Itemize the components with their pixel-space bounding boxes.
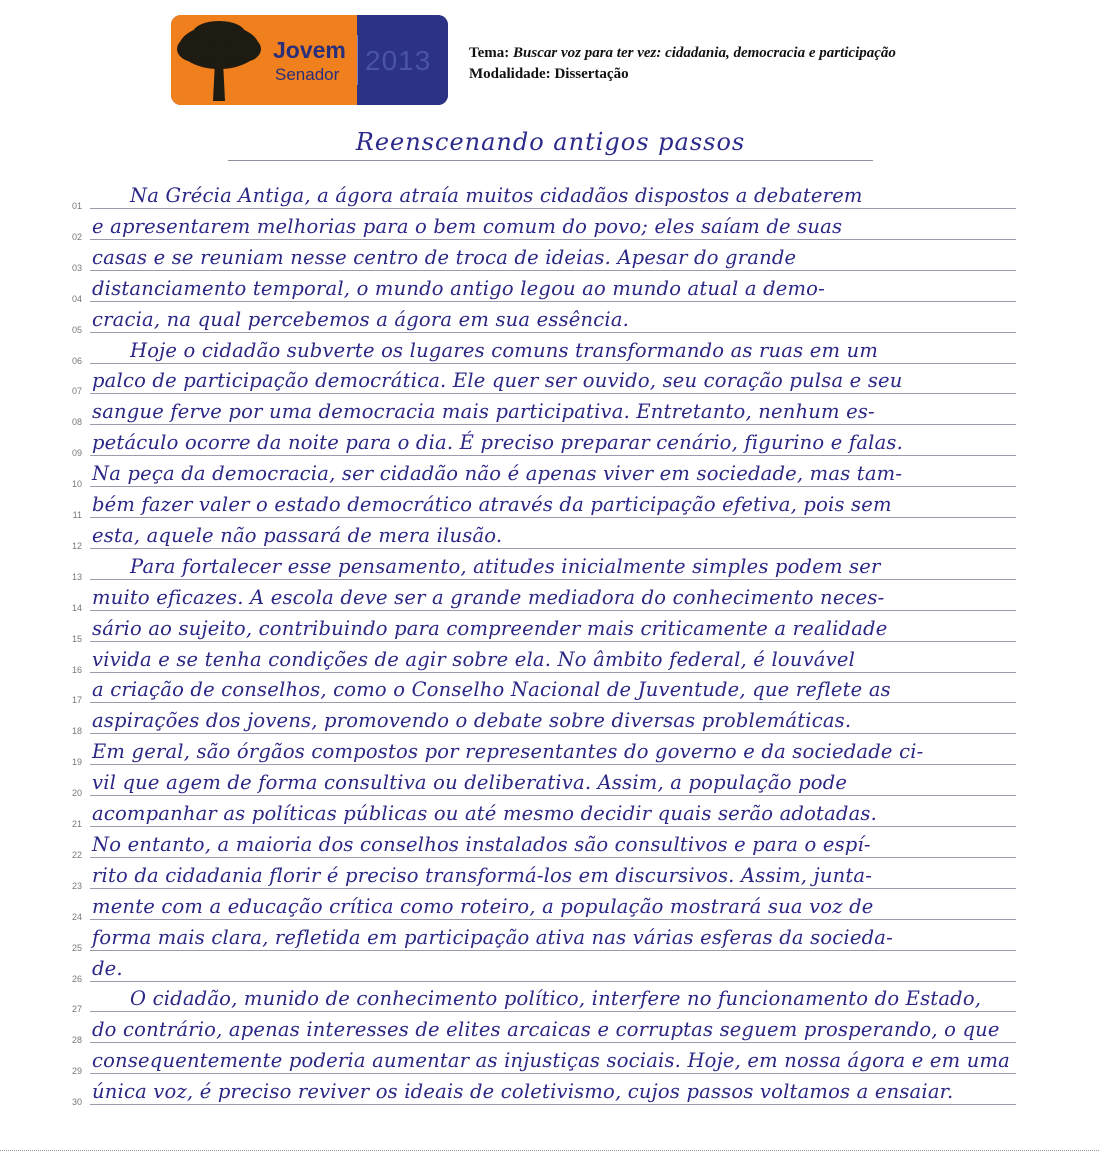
ruled-line [90,393,1016,394]
ruled-line [90,517,1016,518]
ruled-line [90,1042,1016,1043]
handwritten-line: esta, aquele não passará de mera ilusão. [92,524,503,547]
line-number: 07 [71,386,82,396]
ruled-line [90,672,1016,673]
ruled-line [90,1104,1016,1105]
tema-label: Tema: [469,45,510,61]
line-number: 20 [71,788,82,798]
ruled-line [90,208,1016,209]
essay-title: Reenscenando antigos passos [355,128,746,156]
ruled-line [90,548,1016,549]
ruled-line [90,270,1016,271]
ruled-line [90,826,1016,827]
line-number: 05 [71,325,82,335]
ruled-line [90,795,1016,796]
line-number: 25 [71,943,82,953]
line-number: 24 [71,912,82,922]
ruled-line [90,857,1016,858]
line-number: 01 [71,201,82,211]
handwritten-line: palco de participação democrática. Ele quer ser ouvido, seu coração pulsa e seu [92,369,903,392]
handwritten-line: e apresentarem melhorias para o bem comum do povo; eles saíam de suas [92,215,843,238]
page-bottom-divider [0,1150,1099,1151]
line-number: 11 [72,510,82,520]
handwritten-line: acompanhar as políticas públicas ou até mesmo decidir quais serão adotadas. [92,802,878,825]
line-number: 23 [71,881,82,891]
line-number: 16 [71,665,82,675]
handwritten-line: Para fortalecer esse pensamento, atitudes inicialmente simples podem ser [130,555,881,578]
handwritten-line: muito eficazes. A escola deve ser a grande mediadora do conhecimento neces- [92,586,885,609]
line-number: 30 [71,1097,82,1107]
ruled-line [90,733,1016,734]
tema-value: Buscar voz para ter vez: cidadania, democracia e participação [513,45,896,61]
ruled-line [90,702,1016,703]
line-number: 26 [71,974,82,984]
line-number: 27 [71,1004,82,1014]
handwritten-line: cracia, na qual percebemos a ágora em sua essência. [92,308,630,331]
line-number: 09 [71,448,82,458]
handwritten-line: única voz, é preciso reviver os ideais de coletivismo, cujos passos voltamos a ensaiar. [92,1080,954,1103]
line-number: 14 [71,603,82,613]
line-number: 08 [71,417,82,427]
ruled-line [90,332,1016,333]
line-number: 12 [71,541,82,551]
ruled-line [90,888,1016,889]
ruled-line [90,981,1016,982]
modalidade-value: Dissertação [554,66,629,82]
logo-senador-text: Senador [275,65,340,84]
line-number: 18 [71,726,82,736]
line-number: 02 [71,232,82,242]
ruled-line [90,301,1016,302]
handwritten-line: a criação de conselhos, como o Conselho Nacional de Juventude, que reflete as [92,678,891,701]
handwritten-line: mente com a educação crítica como roteiro, a população mostrará sua voz de [92,895,874,918]
handwritten-line: No entanto, a maioria dos conselhos instalados são consultivos e para o espí- [92,833,871,856]
ruled-line [90,239,1016,240]
line-number: 29 [71,1066,82,1076]
logo-jovem-text: Jovem [273,37,346,63]
ruled-line [90,764,1016,765]
line-number: 04 [71,294,82,304]
ruled-line [90,424,1016,425]
handwritten-line: sangue ferve por uma democracia mais participativa. Entretanto, nenhum es- [92,400,875,423]
handwritten-line: consequentemente poderia aumentar as injustiças sociais. Hoje, em nossa ágora e em uma [92,1049,1010,1072]
ruled-line [90,950,1016,951]
handwritten-line: petáculo ocorre da noite para o dia. É preciso preparar cenário, figurino e falas. [92,431,904,454]
handwritten-line: Na peça da democracia, ser cidadão não é apenas viver em sociedade, mas tam- [92,462,903,485]
line-number: 21 [71,819,82,829]
handwritten-line: Em geral, são órgãos compostos por representantes do governo e da sociedade ci- [92,740,924,763]
ruled-line [90,363,1016,364]
ruled-line [90,579,1016,580]
ruled-line [90,610,1016,611]
handwritten-line: do contrário, apenas interesses de elites arcaicas e corruptas seguem prosperando, o que [92,1018,1000,1041]
ruled-line [90,1011,1016,1012]
handwritten-line: vil que agem de forma consultiva ou deliberativa. Assim, a população pode [92,771,848,794]
handwritten-line: casas e se reuniam nesse centro de troca de ideias. Apesar do grande [92,246,797,269]
handwritten-line: sário ao sujeito, contribuindo para compreender mais criticamente a realidade [92,617,888,640]
handwritten-line: Hoje o cidadão subverte os lugares comuns transformando as ruas em um [130,339,879,362]
logo-year: 2013 [365,45,432,76]
line-number: 15 [71,634,82,644]
handwritten-line: Na Grécia Antiga, a ágora atraía muitos cidadãos dispostos a debaterem [130,184,863,207]
line-number: 06 [71,356,82,366]
line-number: 03 [71,263,82,273]
ruled-line [90,486,1016,487]
handwritten-line: forma mais clara, refletida em participação ativa nas várias esferas da socieda- [92,926,893,949]
line-number: 13 [71,572,82,582]
modalidade-label: Modalidade: [469,66,551,82]
line-number: 19 [71,757,82,767]
handwritten-line: rito da cidadania florir é preciso transformá-los em discursivos. Assim, junta- [92,864,873,887]
ruled-line [90,919,1016,920]
line-number: 28 [71,1035,82,1045]
line-number: 10 [71,479,82,489]
handwritten-line: de. [92,957,123,980]
ruled-line [90,1073,1016,1074]
handwritten-line: O cidadão, munido de conhecimento político, interfere no funcionamento do Estado, [130,987,982,1010]
handwritten-line: bém fazer valer o estado democrático através da participação efetiva, pois sem [92,493,892,516]
handwritten-line: vivida e se tenha condições de agir sobre ela. No âmbito federal, é louvável [92,648,856,671]
ruled-line [90,455,1016,456]
ruled-line [90,641,1016,642]
line-number: 22 [71,850,82,860]
handwritten-line: distanciamento temporal, o mundo antigo legou ao mundo atual a demo- [92,277,825,300]
line-number: 17 [71,695,82,705]
handwritten-line: aspirações dos jovens, promovendo o debate sobre diversas problemáticas. [92,709,852,732]
